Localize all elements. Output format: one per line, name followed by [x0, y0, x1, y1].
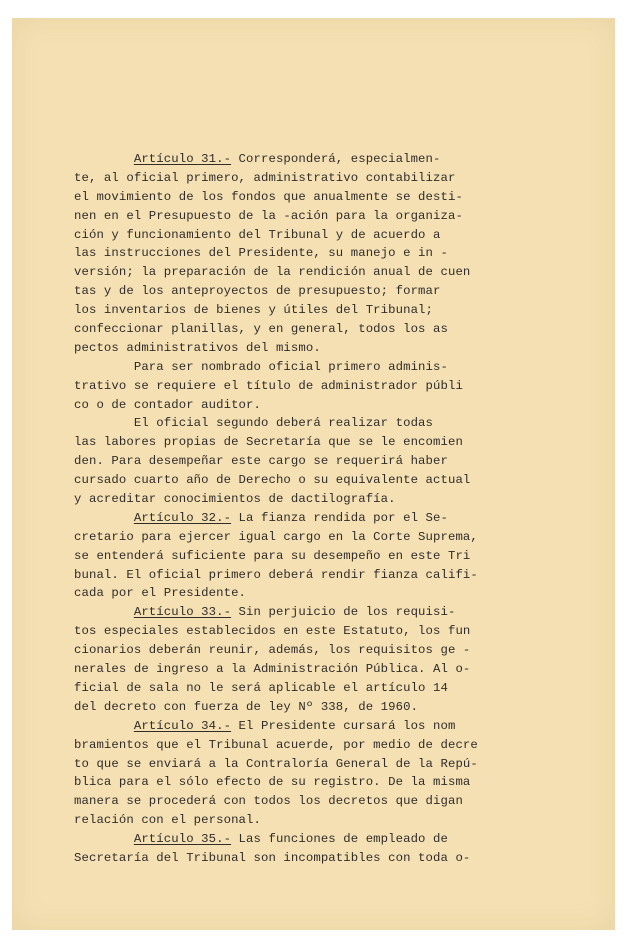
text-line: [74, 433, 494, 452]
line-text: El Presidente cursará los nom: [231, 718, 456, 733]
line-text: nerales de ingreso a la Administración Pública. Al o-: [74, 662, 471, 677]
line-text: manera se procederá con todos los decretos que digan: [74, 794, 463, 809]
text-line: [74, 584, 494, 603]
text-line: [74, 660, 494, 679]
text-line: [74, 414, 494, 433]
document-body: [74, 150, 494, 868]
text-line: [74, 736, 494, 755]
article-heading: Artículo 35.-: [133, 832, 232, 847]
line-text: cretario para ejercer igual cargo en la Corte Suprema,: [74, 529, 478, 544]
line-text: relación con el personal.: [74, 813, 261, 828]
line-text: las labores propias de Secretaría que se le encomien: [74, 435, 463, 450]
line-indent: [74, 511, 134, 525]
line-text: cionarios deberán reunir, además, los requisitos ge -: [74, 643, 471, 658]
text-line: [74, 320, 494, 339]
line-text: bunal. El oficial primero deberá rendir fianza califi-: [74, 567, 478, 582]
text-line: [74, 773, 494, 792]
line-text: te, al oficial primero, administrativo contabilizar: [74, 170, 456, 185]
text-line: [74, 396, 494, 415]
line-text: ficial de sala no le será aplicable el artículo 14: [74, 680, 448, 695]
line-text: cada por el Presidente.: [74, 586, 247, 601]
line-text: Para ser nombrado oficial primero adminis-: [74, 359, 448, 374]
line-text: blica para el sólo efecto de su registro. De la misma: [74, 775, 471, 790]
text-line: [74, 566, 494, 585]
text-line: [74, 641, 494, 660]
line-text: den. Para desempeñar este cargo se requerirá haber: [74, 454, 448, 469]
text-line: [74, 150, 494, 169]
text-line: [74, 471, 494, 490]
line-text: trativo se requiere el título de administrador públi: [74, 378, 463, 393]
line-indent: [74, 832, 134, 846]
line-indent: [74, 152, 134, 166]
line-text: Las funciones de empleado de: [231, 832, 448, 847]
text-line: [74, 811, 494, 830]
text-line: [74, 263, 494, 282]
line-text: nen en el Presupuesto de la -ación para la organiza-: [74, 208, 463, 223]
text-line: [74, 358, 494, 377]
text-line: [74, 207, 494, 226]
text-line: [74, 452, 494, 471]
text-line: [74, 339, 494, 358]
text-line: [74, 528, 494, 547]
line-text: La fianza rendida por el Se-: [231, 510, 448, 525]
line-indent: [74, 605, 134, 619]
line-text: to que se enviará a la Contraloría General de la Repú-: [74, 756, 478, 771]
line-text: del decreto con fuerza de ley Nº 338, de 1960.: [74, 699, 419, 714]
line-text: ción y funcionamiento del Tribunal y de acuerdo a: [74, 227, 441, 242]
line-text: co o de contador auditor.: [74, 397, 261, 412]
line-indent: [74, 719, 134, 733]
line-text: los inventarios de bienes y útiles del Tribunal;: [74, 303, 434, 318]
line-text: el movimiento de los fondos que anualmente se desti-: [74, 189, 463, 204]
line-text: Secretaría del Tribunal son incompatibles con toda o-: [74, 850, 471, 865]
text-line: [74, 547, 494, 566]
line-text: se entenderá suficiente para su desempeño en este Tri: [74, 548, 471, 563]
text-line: [74, 755, 494, 774]
text-line: [74, 188, 494, 207]
text-line: [74, 226, 494, 245]
text-line: [74, 377, 494, 396]
text-line: [74, 717, 494, 736]
line-text: bramientos que el Tribunal acuerde, por medio de decre: [74, 737, 478, 752]
article-heading: Artículo 32.-: [133, 510, 232, 525]
line-text: cursado cuarto año de Derecho o su equivalente actual: [74, 473, 471, 488]
document-page: [12, 18, 615, 930]
text-line: [74, 830, 494, 849]
text-line: [74, 679, 494, 698]
line-text: tos especiales establecidos en este Estatuto, los fun: [74, 624, 471, 639]
text-line: [74, 509, 494, 528]
line-text: las instrucciones del Presidente, su manejo e in -: [74, 246, 448, 261]
text-line: [74, 622, 494, 641]
text-line: [74, 792, 494, 811]
text-line: [74, 169, 494, 188]
line-text: confeccionar planillas, y en general, todos los as: [74, 322, 448, 337]
article-heading: Artículo 34.-: [133, 718, 232, 733]
text-line: [74, 603, 494, 622]
line-text: tas y de los anteproyectos de presupuesto; formar: [74, 284, 441, 299]
text-line: [74, 244, 494, 263]
line-text: El oficial segundo deberá realizar todas: [74, 416, 434, 431]
line-text: Sin perjuicio de los requisi-: [231, 605, 456, 620]
article-heading: Artículo 31.-: [133, 152, 232, 166]
article-heading: Artículo 33.-: [133, 605, 232, 620]
text-line: [74, 490, 494, 509]
line-text: pectos administrativos del mismo.: [74, 340, 321, 355]
text-line: [74, 698, 494, 717]
line-text: y acreditar conocimientos de dactilografía.: [74, 492, 396, 507]
text-line: [74, 301, 494, 320]
text-line: [74, 849, 494, 868]
line-text: versión; la preparación de la rendición anual de cuen: [74, 265, 471, 280]
line-text: Corresponderá, especialmen-: [231, 152, 441, 166]
text-line: [74, 282, 494, 301]
